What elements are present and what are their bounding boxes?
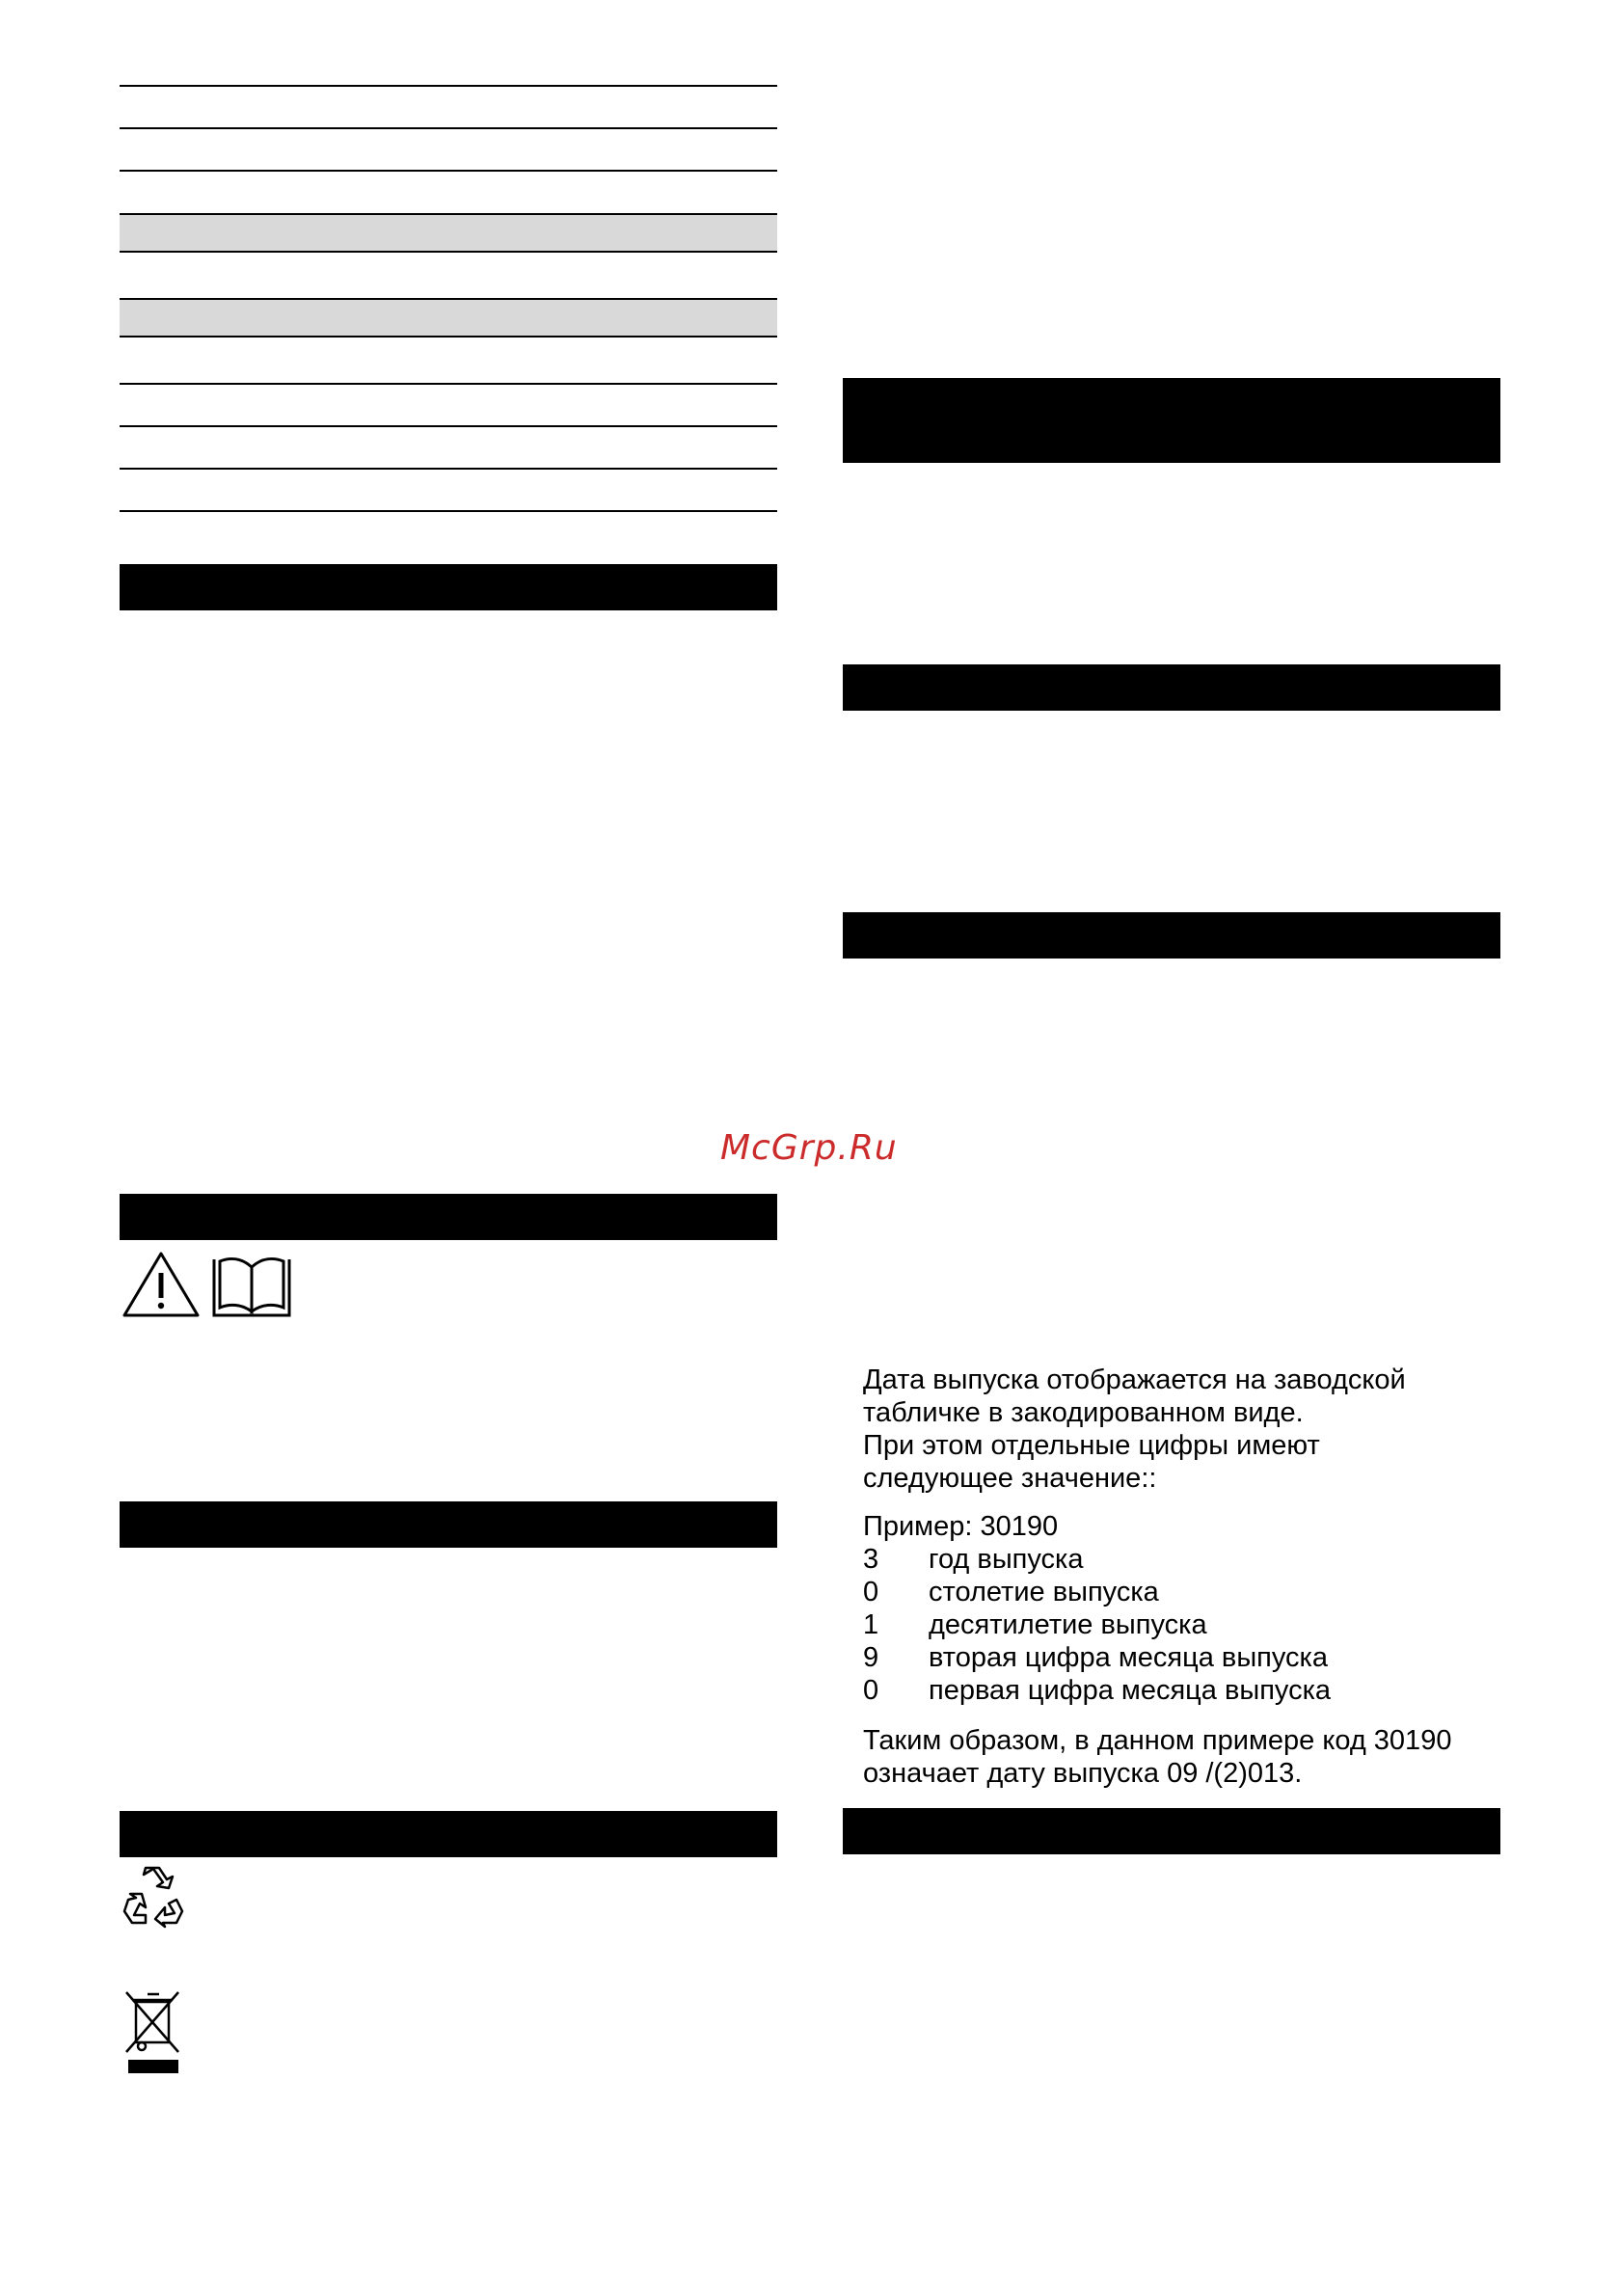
- table-line: [120, 85, 777, 87]
- table-line: [120, 170, 777, 172]
- open-book-icon: [210, 1250, 293, 1319]
- digit-row: [863, 1641, 1328, 1674]
- date-intro-line: Дата выпуска отображается на заводской: [863, 1364, 1406, 1395]
- warning-triangle-icon: [121, 1250, 202, 1319]
- digit-meaning: первая цифра месяца выпуска: [929, 1675, 1332, 1706]
- section-header-bar: [843, 664, 1500, 711]
- table-row-shaded: [120, 213, 777, 253]
- date-intro-line: При этом отдельные цифры имеют: [863, 1430, 1320, 1461]
- section-header-bar: [120, 1194, 777, 1240]
- digit-value: 9: [863, 1642, 879, 1673]
- digit-value: 0: [863, 1577, 879, 1607]
- digit-row: [863, 1608, 1207, 1641]
- section-header-bar: [120, 564, 777, 610]
- section-header-bar: [843, 912, 1500, 959]
- digit-meaning: десятилетие выпуска: [929, 1609, 1207, 1640]
- table-line: [120, 425, 777, 427]
- section-header-bar: [120, 1811, 777, 1857]
- section-header-bar: [843, 1808, 1500, 1854]
- digit-meaning: столетие выпуска: [929, 1577, 1159, 1607]
- table-line: [120, 510, 777, 512]
- watermark: McGrp.Ru: [720, 1128, 898, 1168]
- digit-value: 0: [863, 1675, 879, 1706]
- date-conclusion-line: означает дату выпуска 09 /(2)013.: [863, 1758, 1303, 1789]
- digit-row: [863, 1543, 1084, 1576]
- date-intro-line: следующее значение::: [863, 1463, 1157, 1494]
- date-intro-line: табличке в закодированном виде.: [863, 1397, 1304, 1428]
- section-header-bar: [120, 1501, 777, 1548]
- crossed-out-bin-icon: [121, 1986, 186, 2079]
- table-line: [120, 127, 777, 129]
- table-row-shaded: [120, 298, 777, 338]
- date-example: Пример: 30190: [863, 1511, 1059, 1542]
- recycling-icon: [121, 1865, 186, 1929]
- digit-meaning: год выпуска: [929, 1544, 1084, 1575]
- section-header-bar: [843, 378, 1500, 463]
- digit-value: 1: [863, 1609, 879, 1640]
- date-conclusion-line: Таким образом, в данном примере код 30190: [863, 1725, 1452, 1756]
- table-line: [120, 468, 777, 470]
- digit-row: [863, 1576, 1159, 1608]
- digit-value: 3: [863, 1544, 879, 1575]
- digit-meaning: вторая цифра месяца выпуска: [929, 1642, 1329, 1673]
- table-line: [120, 383, 777, 385]
- digit-row: [863, 1674, 1331, 1707]
